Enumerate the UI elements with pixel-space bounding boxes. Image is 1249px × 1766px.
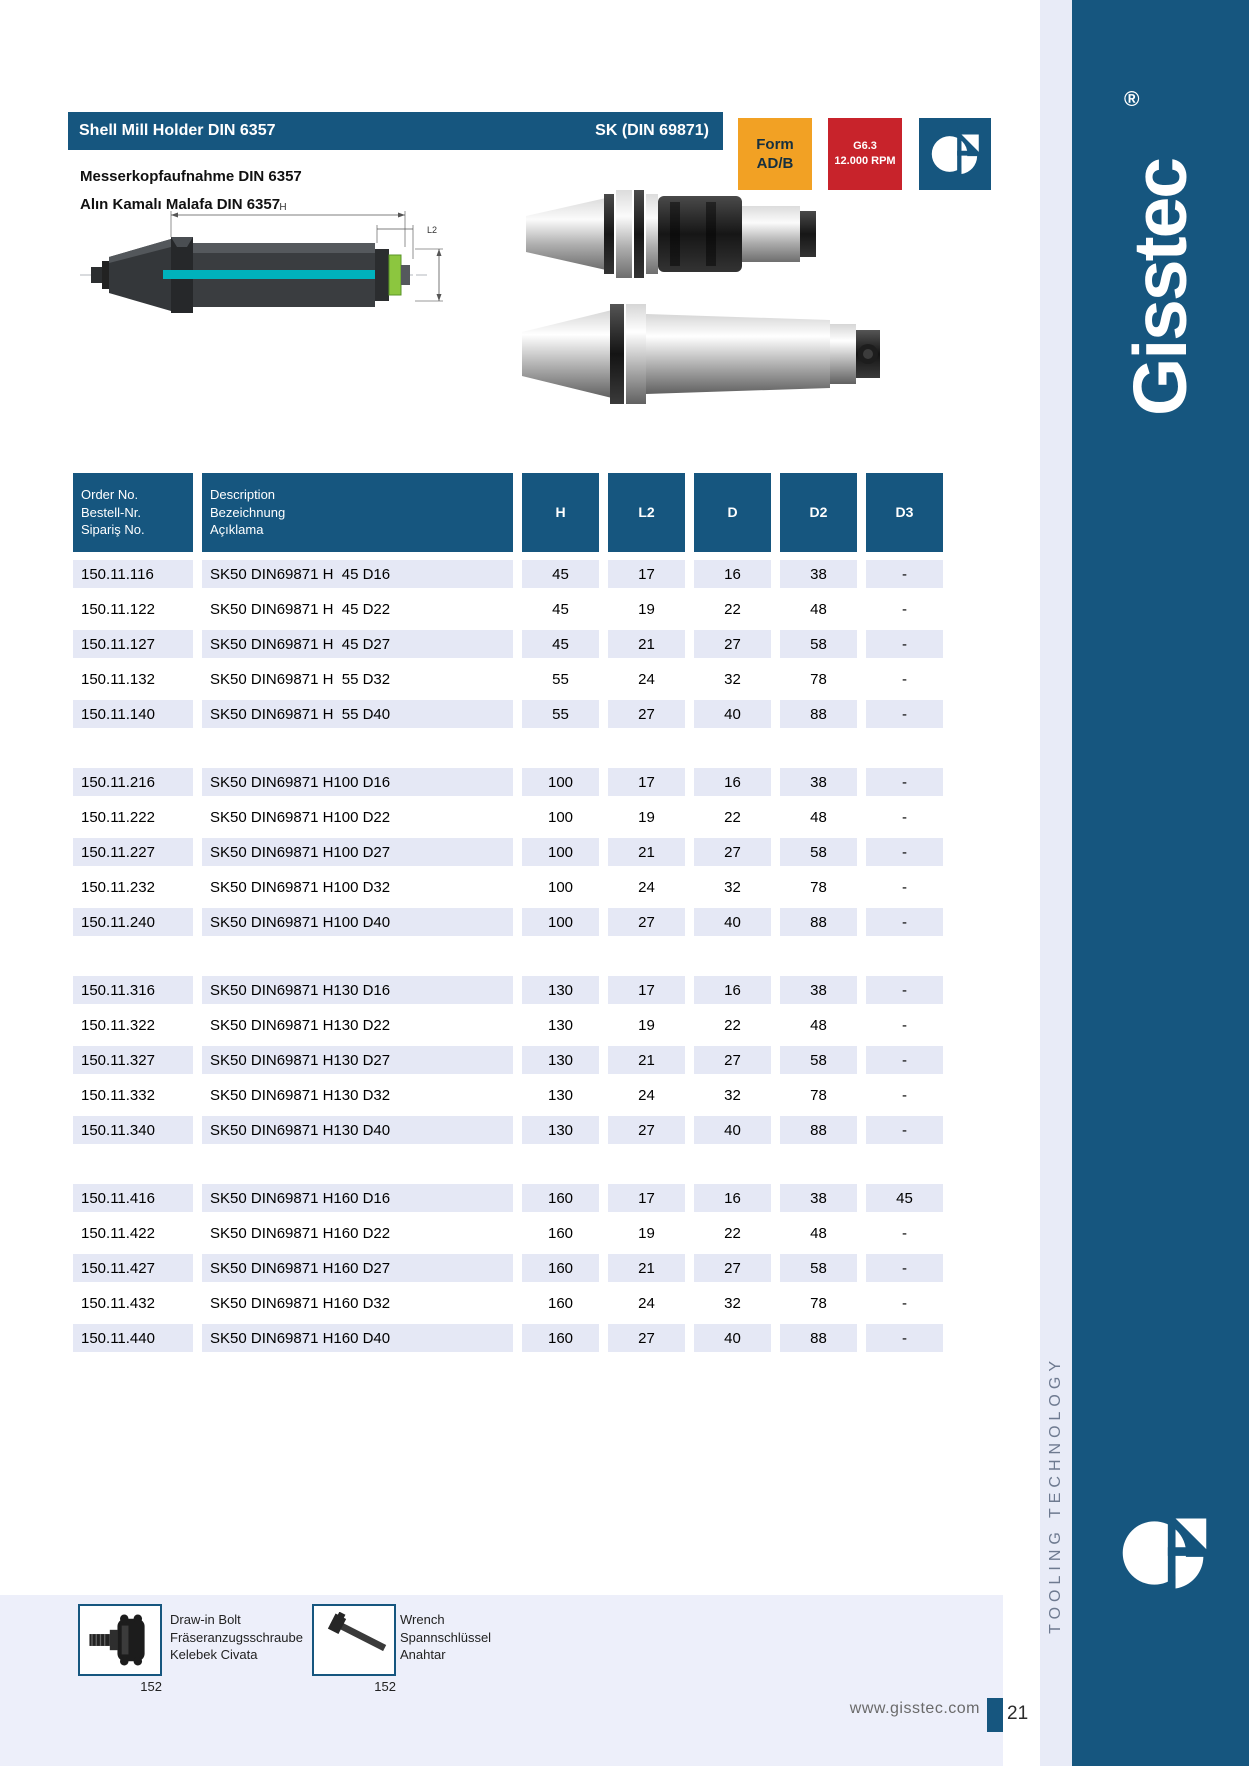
d-cell: 27 xyxy=(694,1046,771,1074)
description-cell: SK50 DIN69871 H 45 D27 xyxy=(202,630,513,658)
header-desc-de: Bezeichnung xyxy=(210,504,286,520)
d-cell: 40 xyxy=(694,1116,771,1144)
wrench-label xyxy=(400,1611,491,1664)
d3-cell: - xyxy=(866,1116,943,1144)
h-cell: 100 xyxy=(522,908,599,936)
wrench-page-ref: 152 xyxy=(374,1679,396,1694)
table-row xyxy=(73,1219,943,1247)
gisstec-logo-icon xyxy=(928,127,982,181)
bolt-label-de: Fräseranzugsschraube xyxy=(170,1629,303,1645)
header-col-L2: L2 xyxy=(608,473,685,552)
bolt-page-ref: 152 xyxy=(140,1679,162,1694)
order-no-cell: 150.11.340 xyxy=(73,1116,193,1144)
d-cell: 16 xyxy=(694,976,771,1004)
d2-cell: 88 xyxy=(780,1116,857,1144)
h-cell: 160 xyxy=(522,1184,599,1212)
d2-cell: 58 xyxy=(780,1046,857,1074)
l2-cell: 19 xyxy=(638,1016,655,1034)
d3-cell: - xyxy=(866,1046,943,1074)
d2-cell: 38 xyxy=(780,768,857,796)
product-table-body xyxy=(73,560,943,1392)
description-cell: SK50 DIN69871 H 45 D22 xyxy=(210,600,391,618)
order-no-cell: 150.11.122 xyxy=(81,600,155,618)
l2-cell: 19 xyxy=(638,1224,655,1242)
order-no-cell: 150.11.422 xyxy=(81,1224,155,1242)
title-bar xyxy=(68,112,723,150)
h-cell: 100 xyxy=(522,768,599,796)
table-row xyxy=(73,1324,943,1352)
table-row xyxy=(73,1011,943,1039)
description-cell: SK50 DIN69871 H 45 D16 xyxy=(202,560,513,588)
d3-cell: - xyxy=(866,1254,943,1282)
dim-label-L2: L2 xyxy=(427,225,438,235)
header-col-H: H xyxy=(522,473,599,552)
d-cell: 40 xyxy=(694,700,771,728)
l2-cell: 17 xyxy=(608,560,685,588)
description-cell: SK50 DIN69871 H100 D27 xyxy=(202,838,513,866)
balance-grade-line1: G6.3 xyxy=(853,140,877,152)
d2-cell: 58 xyxy=(780,630,857,658)
h-cell: 100 xyxy=(547,808,574,826)
h-cell: 55 xyxy=(522,700,599,728)
d-cell: 40 xyxy=(694,1324,771,1352)
table-row xyxy=(73,873,943,901)
h-cell: 160 xyxy=(547,1224,574,1242)
header-col-D3: D3 xyxy=(866,473,943,552)
d2-cell: 38 xyxy=(780,976,857,1004)
header-order-de: Bestell-Nr. xyxy=(81,504,141,520)
table-row xyxy=(73,630,943,658)
d2-cell: 78 xyxy=(810,670,827,688)
bolt-label-tr: Kelebek Civata xyxy=(170,1647,258,1662)
l2-cell: 19 xyxy=(638,600,655,618)
page-number: 21 xyxy=(1007,1703,1029,1724)
d2-cell: 38 xyxy=(780,560,857,588)
table-row xyxy=(73,908,943,936)
table-row xyxy=(73,560,943,588)
description-cell: SK50 DIN69871 H100 D22 xyxy=(210,808,391,826)
table-group xyxy=(73,976,943,1144)
table-row xyxy=(73,838,943,866)
d3-cell: 45 xyxy=(866,1184,943,1212)
order-no-cell: 150.11.116 xyxy=(73,560,193,588)
description-cell: SK50 DIN69871 H160 D22 xyxy=(210,1224,391,1242)
d2-cell: 78 xyxy=(810,1086,827,1104)
d3-cell: - xyxy=(866,908,943,936)
d3-cell: - xyxy=(866,768,943,796)
wrench-label-de: Spannschlüssel xyxy=(400,1629,492,1645)
h-cell: 160 xyxy=(547,1294,574,1312)
d-cell: 27 xyxy=(694,838,771,866)
table-row xyxy=(73,700,943,728)
l2-cell: 24 xyxy=(638,670,655,688)
order-no-cell: 150.11.240 xyxy=(73,908,193,936)
l2-cell: 17 xyxy=(608,768,685,796)
d2-cell: 48 xyxy=(810,1016,827,1034)
description-cell: SK50 DIN69871 H130 D40 xyxy=(202,1116,513,1144)
l2-cell: 17 xyxy=(608,1184,685,1212)
order-no-cell: 150.11.440 xyxy=(73,1324,193,1352)
brand-wordmark-wrap xyxy=(1072,80,1249,495)
table-row xyxy=(73,803,943,831)
h-cell: 130 xyxy=(522,1046,599,1074)
h-cell: 160 xyxy=(522,1324,599,1352)
h-cell: 130 xyxy=(547,1086,574,1104)
h-cell: 130 xyxy=(522,1116,599,1144)
brand-wordmark: Gisstec xyxy=(1118,159,1202,416)
product-photo-bottom xyxy=(498,290,913,418)
table-row xyxy=(73,1254,943,1282)
d-cell: 22 xyxy=(724,808,741,826)
order-no-cell: 150.11.322 xyxy=(81,1016,155,1034)
form-badge-line1: Form xyxy=(756,136,794,153)
subtitle-german: Messerkopfaufnahme DIN 6357 xyxy=(80,168,302,185)
l2-cell: 21 xyxy=(608,1254,685,1282)
description-cell: SK50 DIN69871 H100 D16 xyxy=(202,768,513,796)
table-row xyxy=(73,1184,943,1212)
l2-cell: 27 xyxy=(608,700,685,728)
table-row xyxy=(73,1116,943,1144)
draw-in-bolt-box xyxy=(78,1604,162,1676)
order-no-cell: 150.11.332 xyxy=(81,1086,155,1104)
d3-cell: - xyxy=(902,1086,907,1104)
header-order-en: Order No. xyxy=(81,487,139,503)
h-cell: 100 xyxy=(547,878,574,896)
l2-cell: 21 xyxy=(608,838,685,866)
description-cell: SK50 DIN69871 H 55 D32 xyxy=(210,670,391,688)
table-row xyxy=(73,595,943,623)
h-cell: 160 xyxy=(522,1254,599,1282)
table-row xyxy=(73,1081,943,1109)
h-cell: 55 xyxy=(552,670,569,688)
d3-cell: - xyxy=(866,700,943,728)
d2-cell: 78 xyxy=(810,878,827,896)
d-cell: 32 xyxy=(724,670,741,688)
gisstec-logo-icon xyxy=(1116,1505,1212,1601)
d-cell: 40 xyxy=(694,908,771,936)
order-no-cell: 150.11.327 xyxy=(73,1046,193,1074)
l2-cell: 21 xyxy=(608,1046,685,1074)
d2-cell: 88 xyxy=(780,908,857,936)
table-row xyxy=(73,1289,943,1317)
d3-cell: - xyxy=(902,878,907,896)
form-badge-line2: AD/B xyxy=(756,155,794,172)
wrench-box xyxy=(312,1604,396,1676)
d3-cell: - xyxy=(902,1224,907,1242)
d-cell: 16 xyxy=(694,768,771,796)
table-row xyxy=(73,665,943,693)
h-cell: 45 xyxy=(522,560,599,588)
l2-cell: 27 xyxy=(608,1116,685,1144)
d3-cell: - xyxy=(902,670,907,688)
order-no-cell: 150.11.232 xyxy=(81,878,155,896)
d2-cell: 88 xyxy=(780,1324,857,1352)
header-desc-tr: Açıklama xyxy=(210,522,264,538)
description-cell: SK50 DIN69871 H130 D16 xyxy=(202,976,513,1004)
d2-cell: 58 xyxy=(780,1254,857,1282)
d-cell: 32 xyxy=(724,1294,741,1312)
table-row xyxy=(73,1046,943,1074)
table-group xyxy=(73,1184,943,1352)
d3-cell: - xyxy=(866,560,943,588)
brand-tagline: TOOLING TECHNOLOGY xyxy=(1047,1356,1064,1634)
technical-drawing xyxy=(75,193,470,348)
description-cell: SK50 DIN69871 H100 D40 xyxy=(202,908,513,936)
d-cell: 27 xyxy=(694,630,771,658)
l2-cell: 24 xyxy=(638,1294,655,1312)
h-cell: 130 xyxy=(522,976,599,1004)
d-cell: 16 xyxy=(694,1184,771,1212)
h-cell: 45 xyxy=(552,600,569,618)
wrench-icon xyxy=(318,1612,390,1668)
table-row xyxy=(73,768,943,796)
bolt-label-en: Draw-in Bolt xyxy=(170,1612,241,1627)
l2-cell: 19 xyxy=(638,808,655,826)
description-cell: SK50 DIN69871 H160 D16 xyxy=(202,1184,513,1212)
d-cell: 32 xyxy=(724,1086,741,1104)
table-header xyxy=(73,473,943,552)
d3-cell: - xyxy=(866,838,943,866)
subtitle-turkish: Alın Kamalı Malafa DIN 6357 xyxy=(80,196,281,213)
h-cell: 130 xyxy=(547,1016,574,1034)
order-no-cell: 150.11.432 xyxy=(81,1294,155,1312)
d3-cell: - xyxy=(902,1016,907,1034)
l2-cell: 21 xyxy=(608,630,685,658)
table-group xyxy=(73,560,943,728)
h-cell: 45 xyxy=(522,630,599,658)
website-link[interactable]: www.gisstec.com xyxy=(849,1700,980,1717)
description-cell: SK50 DIN69871 H130 D32 xyxy=(210,1086,391,1104)
d-cell: 32 xyxy=(724,878,741,896)
description-cell: SK50 DIN69871 H 55 D40 xyxy=(202,700,513,728)
order-no-cell: 150.11.140 xyxy=(73,700,193,728)
balance-grade-line2: 12.000 RPM xyxy=(834,155,896,167)
page-number-marker xyxy=(987,1698,1003,1732)
d-cell: 22 xyxy=(724,600,741,618)
d2-cell: 88 xyxy=(780,700,857,728)
order-no-cell: 150.11.132 xyxy=(81,670,155,688)
order-no-cell: 150.11.216 xyxy=(73,768,193,796)
d-cell: 16 xyxy=(694,560,771,588)
header-desc-en: Description xyxy=(210,487,276,503)
d3-cell: - xyxy=(866,630,943,658)
d2-cell: 58 xyxy=(780,838,857,866)
header-order-tr: Sipariş No. xyxy=(81,522,145,538)
logo-badge xyxy=(919,118,991,190)
l2-cell: 24 xyxy=(638,878,655,896)
l2-cell: 24 xyxy=(638,1086,655,1104)
tagline-wrap xyxy=(1040,1330,1072,1660)
d2-cell: 48 xyxy=(810,808,827,826)
dim-label-H: H xyxy=(279,202,287,213)
header-description xyxy=(202,473,513,552)
wrench-label-en: Wrench xyxy=(400,1612,445,1627)
header-order-no xyxy=(73,473,193,552)
description-cell: SK50 DIN69871 H130 D22 xyxy=(210,1016,391,1034)
h-cell: 100 xyxy=(522,838,599,866)
d3-cell: - xyxy=(902,600,907,618)
d2-cell: 48 xyxy=(810,1224,827,1242)
l2-cell: 27 xyxy=(608,1324,685,1352)
description-cell: SK50 DIN69871 H100 D32 xyxy=(210,878,391,896)
description-cell: SK50 DIN69871 H160 D27 xyxy=(202,1254,513,1282)
d2-cell: 48 xyxy=(810,600,827,618)
product-photo-top xyxy=(498,178,908,290)
header-col-D: D xyxy=(694,473,771,552)
d3-cell: - xyxy=(866,1324,943,1352)
description-cell: SK50 DIN69871 H160 D40 xyxy=(202,1324,513,1352)
page-title: Shell Mill Holder DIN 6357 xyxy=(79,122,276,139)
d-cell: 22 xyxy=(724,1016,741,1034)
d3-cell: - xyxy=(902,1294,907,1312)
description-cell: SK50 DIN69871 H130 D27 xyxy=(202,1046,513,1074)
l2-cell: 27 xyxy=(608,908,685,936)
d2-cell: 78 xyxy=(810,1294,827,1312)
header-col-D2: D2 xyxy=(780,473,857,552)
registered-trademark-symbol: ® xyxy=(1124,88,1140,111)
d-cell: 22 xyxy=(724,1224,741,1242)
order-no-cell: 150.11.316 xyxy=(73,976,193,1004)
d3-cell: - xyxy=(866,976,943,1004)
taper-type-label: SK (DIN 69871) xyxy=(595,122,709,139)
d-cell: 27 xyxy=(694,1254,771,1282)
l2-cell: 17 xyxy=(608,976,685,1004)
table-group xyxy=(73,768,943,936)
order-no-cell: 150.11.227 xyxy=(73,838,193,866)
description-cell: SK50 DIN69871 H160 D32 xyxy=(210,1294,391,1312)
draw-in-bolt-label xyxy=(170,1611,303,1664)
wrench-label-tr: Anahtar xyxy=(400,1647,446,1662)
d3-cell: - xyxy=(902,808,907,826)
order-no-cell: 150.11.222 xyxy=(81,808,155,826)
order-no-cell: 150.11.427 xyxy=(73,1254,193,1282)
draw-in-bolt-icon xyxy=(84,1612,156,1668)
table-row xyxy=(73,976,943,1004)
order-no-cell: 150.11.127 xyxy=(73,630,193,658)
d2-cell: 38 xyxy=(780,1184,857,1212)
order-no-cell: 150.11.416 xyxy=(73,1184,193,1212)
